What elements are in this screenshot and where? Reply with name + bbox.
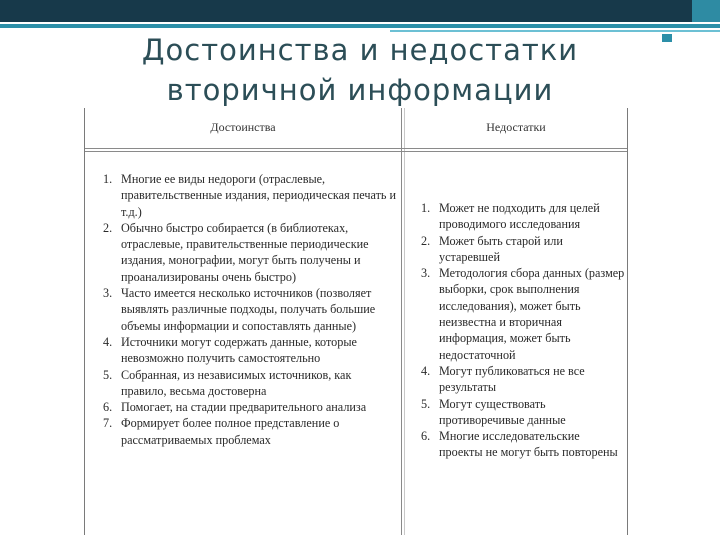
list-item [103,399,398,415]
slide-title [100,30,620,110]
item-text: Может быть старой или устаревшей [439,233,563,264]
item-text: Формирует более полное представление о рассматриваемых проблемах [121,416,340,447]
list-item [421,233,626,266]
item-text: Многие ее виды недороги (отраслевые, правительственные издания, периодическая печать и т.д.) [121,172,397,219]
item-number: 2. [103,220,113,235]
item-number: 1. [103,172,113,186]
header-rule-double [85,151,627,152]
item-number: 3. [103,286,113,301]
list-item [421,428,626,461]
item-number: 6. [421,429,431,444]
item-number: 2. [421,233,431,248]
item-number: 3. [421,266,431,281]
item-number: 5. [103,367,113,382]
item-text: Многие исследовательские проекты не могут быть повторены [439,429,618,460]
list-item [103,334,398,367]
item-text: Могут публиковаться не все результаты [439,363,585,395]
disadvantages-list [421,200,626,461]
column-header-disadvantages: Недостатки [486,120,546,134]
comparison-table [84,108,628,535]
item-text: Помогает, на стадии предварительного анализа [121,400,367,415]
item-number: 4. [421,363,431,378]
header-rule [85,148,627,149]
header-stripe [0,24,720,28]
list-item [421,200,626,233]
column-header-advantages: Достоинства [210,120,276,134]
item-text: Может не подходить для целей проводимого исследования [439,201,600,232]
header-accent-block [662,34,672,42]
item-text: Методология сбора данных (размер выборки, срок выполнения исследования), может быть неизвестна и вторичная информация, может быть недостаточной [439,266,625,362]
top-band [0,0,720,22]
item-number: 5. [421,396,431,411]
list-item [421,265,626,363]
item-text: Могут существовать противоречивые данные [439,396,566,427]
list-item [103,220,398,285]
list-item [103,415,398,448]
list-item [103,285,398,334]
list-item [103,367,398,400]
item-number: 1. [421,201,431,215]
column-divider [401,108,402,535]
advantages-list [103,171,398,448]
top-band-accent [692,0,720,22]
item-number: 4. [103,334,113,349]
item-text: Обычно быстро собирается (в библиотеках, отраслевые, правительственные периодические издания, монографии, могут быть получены и проанализированы очень быстро) [121,220,369,284]
list-item [421,396,626,429]
column-divider-inner [404,108,405,535]
item-number: 6. [103,400,113,415]
item-text: Часто имеется несколько источников (позволяет выявлять различные подходы, получать большие объемы информации и сопоставлять данные) [121,286,376,333]
item-text: Источники могут содержать данные, которые невозможно получить самостоятельно [121,334,357,366]
list-item [421,363,626,396]
item-number: 7. [103,416,113,431]
item-text: Собранная, из независимых источников, как правило, весьма достоверна [121,367,352,398]
slide-title-line1: Достоинства и недостатки [141,33,579,67]
list-item [103,171,398,220]
slide-title-line2: вторичной информации [166,73,554,107]
